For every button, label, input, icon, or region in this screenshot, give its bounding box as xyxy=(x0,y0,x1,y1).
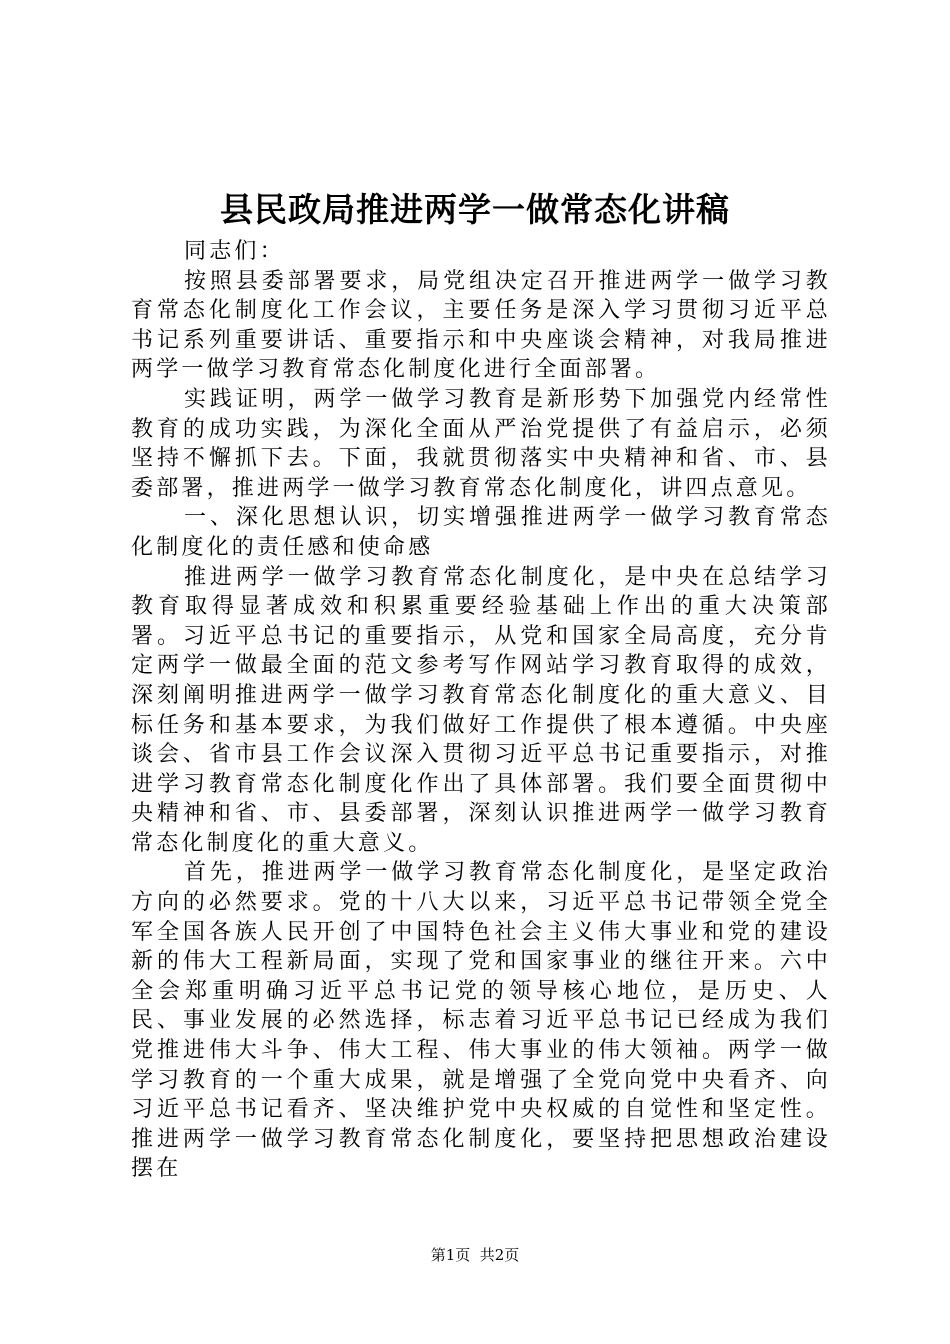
document-body xyxy=(131,237,831,1184)
document-title: 县民政局推进两学一做常态化讲稿 xyxy=(220,190,730,229)
paragraph: 首先，推进两学一做学习教育常态化制度化，是坚定政治方向的必然要求。党的十八大以来，习近平总书记带领全党全军全国各族人民开创了中国特色社会主义伟大事业和党的建设新的伟大工程新局面，实现了党和国家事业的继往开来。六中全会郑重明确习近平总书记党的领导核心地位，是历史、人民、事业发展的必然选择，标志着习近平总书记已经成为我们党推进伟大斗争、伟大工程、伟大事业的伟大领袖。两学一做学习教育的一个重大成果，就是增强了全党向党中央看齐、向习近平总书记看齐、坚决维护党中央权威的自觉性和坚定性。推进两学一做学习教育常态化制度化，要坚持把思想政治建设摆在 xyxy=(131,860,831,1182)
paragraph: 按照县委部署要求，局党组决定召开推进两学一做学习教育常态化制度化工作会议，主要任务是深入学习贯彻习近平总书记系列重要讲话、重要指示和中央座谈会精神，对我局推进两学一做学习教育常态化制度化进行全面部署。 xyxy=(131,268,831,383)
page-number: 第1页 共2页 xyxy=(430,1246,520,1264)
salutation: 同志们： xyxy=(184,239,285,264)
page-footer xyxy=(0,1245,950,1265)
paragraph: 实践证明，两学一做学习教育是新形势下加强党内经常性教育的成功实践，为深化全面从严治党提供了有益启示，必须坚持不懈抓下去。下面，我就贯彻落实中央精神和省、市、县委部署，推进两学一做学习教育常态化制度化，讲四点意见。 xyxy=(131,386,831,501)
section-heading: 一、深化思想认识，切实增强推进两学一做学习教育常态化制度化的责任感和使命感 xyxy=(131,505,831,560)
paragraph: 推进两学一做学习教育常态化制度化，是中央在总结学习教育取得显著成效和积累重要经验基础上作出的重大决策部署。习近平总书记的重要指示，从党和国家全局高度，充分肯定两学一做最全面的范文参考写作网站学习教育取得的成效，深刻阐明推进两学一做学习教育常态化制度化的重大意义、目标任务和基本要求，为我们做好工作提供了根本遵循。中央座谈会、省市县工作会议深入贯彻习近平总书记重要指示，对推进学习教育常态化制度化作出了具体部署。我们要全面贯彻中央精神和省、市、县委部署，深刻认识推进两学一做学习教育常态化制度化的重大意义。 xyxy=(131,564,831,856)
